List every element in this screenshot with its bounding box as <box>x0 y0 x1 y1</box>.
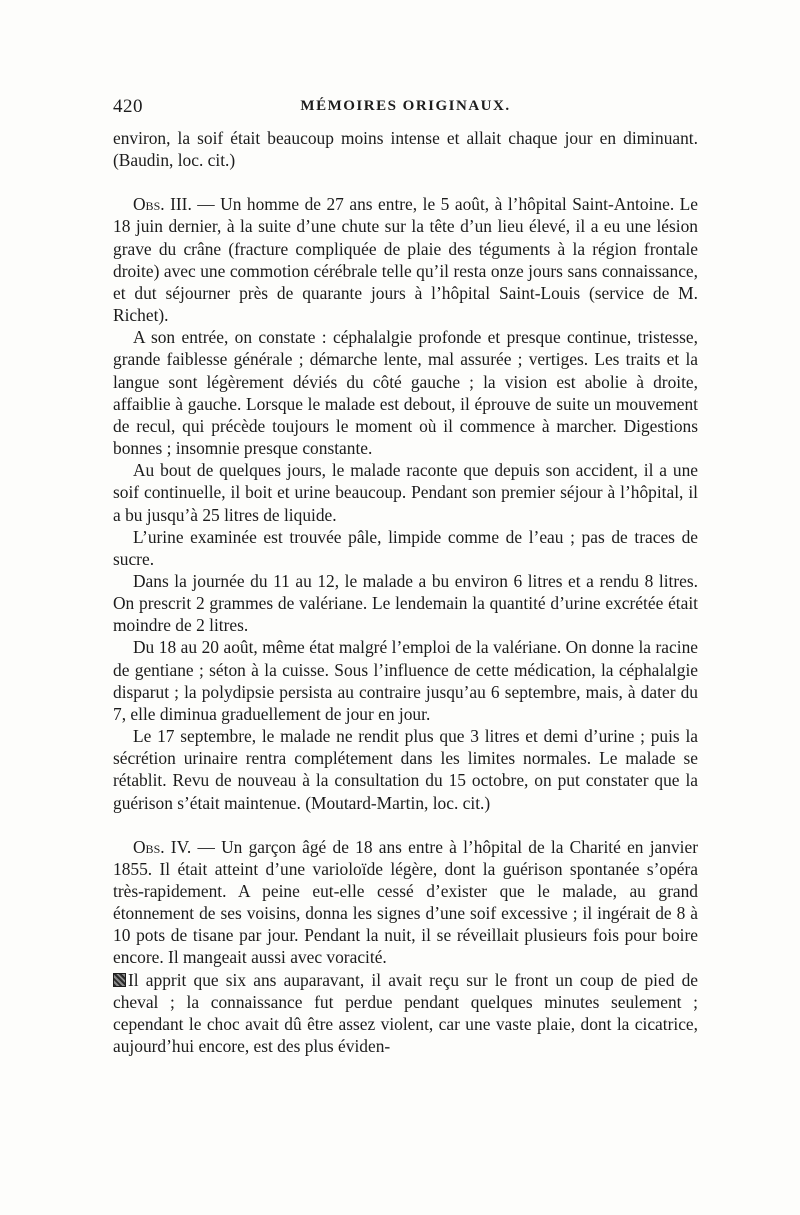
paragraph <box>113 570 698 636</box>
ornament-glyph-icon <box>113 973 126 987</box>
paragraph-continuation <box>113 127 698 171</box>
paragraph-text: A son entrée, on constate : céphalalgie profonde et presque continue, tristesse, grande faiblesse générale ; démarche lente, mal assurée ; vertiges. Les traits et la langue sont légèrement déviés du côté gauche ; la vision est abolie à droite, affaiblie à gauche. Lorsque le malade est debout, il éprouve de suite un mouvement de recul, qui précède toujours le moment où il commence à marcher. Digestions bonnes ; insomnie presque constante. <box>113 327 698 459</box>
paragraph-text: — Un homme de 27 ans entre, le 5 août, à l’hôpital Saint-Antoine. Le 18 juin dernier, à la suite d’une chute sur la tête d’un lieu élevé, il a eu une lésion grave du crâne (fracture compliquée de plaie des téguments à la région frontale droite) avec une commotion cérébrale telle qu’il resta onze jours sans connaissance, et dut séjourner près de quarante jours à l’hôpital Saint-Louis (service de M. Richet). <box>113 194 698 326</box>
paragraph-text: L’urine examinée est trouvée pâle, limpide comme de l’eau ; pas de traces de sucre. <box>113 526 698 569</box>
paragraph-text: Au bout de quelques jours, le malade raconte que depuis son accident, il a une soif continuelle, il boit et urine beaucoup. Pendant son premier séjour à l’hôpital, il a bu jusqu’à 25 litres de liquide. <box>113 460 698 525</box>
paragraph-text: — Un garçon âgé de 18 ans entre à l’hôpital de la Charité en janvier 1855. Il était atteint d’une varioloïde légère, dont la guérison spontanée s’opéra très-rapidement. A peine eut-elle cessé d’exister que le malade, au grand étonnement de ses voisins, donna les signes d’une soif excessive ; il ingérait de 8 à 10 pots de tisane par jour. Pendant la nuit, il se réveillait plusieurs fois pour boire encore. Il mangeait aussi avec voracité. <box>113 836 699 968</box>
page-header <box>113 96 698 122</box>
page-number: 420 <box>113 96 143 117</box>
paragraph <box>113 326 698 459</box>
paragraph <box>113 459 698 525</box>
observation-3 <box>113 193 698 326</box>
paragraph-text: Dans la journée du 11 au 12, le malade a bu environ 6 litres et a rendu 8 litres. On prescrit 2 grammes de valériane. Le lendemain la quantité d’urine excrétée était moindre de 2 litres. <box>113 570 698 636</box>
paragraph <box>113 526 698 570</box>
paragraph-text: Il apprit que six ans auparavant, il avait reçu sur le front un coup de pied de cheval ; la connaissance fut perdue pendant quelques minutes seulement ; cependant le choc avait dû être assez violent, car une vaste plaie, dont la cicatrice, aujourd’hui encore, est des plus éviden- <box>113 969 698 1057</box>
paragraph <box>113 636 698 725</box>
paragraph <box>113 969 698 1058</box>
paragraph-text: environ, la soif était beaucoup moins intense et allait chaque jour en diminuant. (Baudin, loc. cit.) <box>113 128 698 171</box>
paragraph <box>113 725 698 814</box>
body-text <box>113 127 698 1057</box>
observation-label: Obs. III. <box>133 194 192 215</box>
observation-4 <box>113 836 698 969</box>
running-head: MÉMOIRES ORIGINAUX. <box>300 98 511 114</box>
paragraph-text: Le 17 septembre, le malade ne rendit plus que 3 litres et demi d’urine ; puis la sécrétion urinaire rentra complétement dans les limites normales. Le malade se rétablit. Revu de nouveau à la consultation du 15 octobre, on put constater que la guérison s’était maintenue. (Moutard-Martin, loc. cit.) <box>113 726 698 813</box>
observation-label: Obs. IV. <box>133 836 192 857</box>
paragraph-text: Du 18 au 20 août, même état malgré l’emploi de la valériane. On donne la racine de gentiane ; séton à la cuisse. Sous l’influence de cette médication, la céphalalgie disparut ; la polydipsie persista au contraire jusqu’au 6 septembre, mais, à dater du 7, elle diminua graduellement de jour en jour. <box>113 637 698 724</box>
